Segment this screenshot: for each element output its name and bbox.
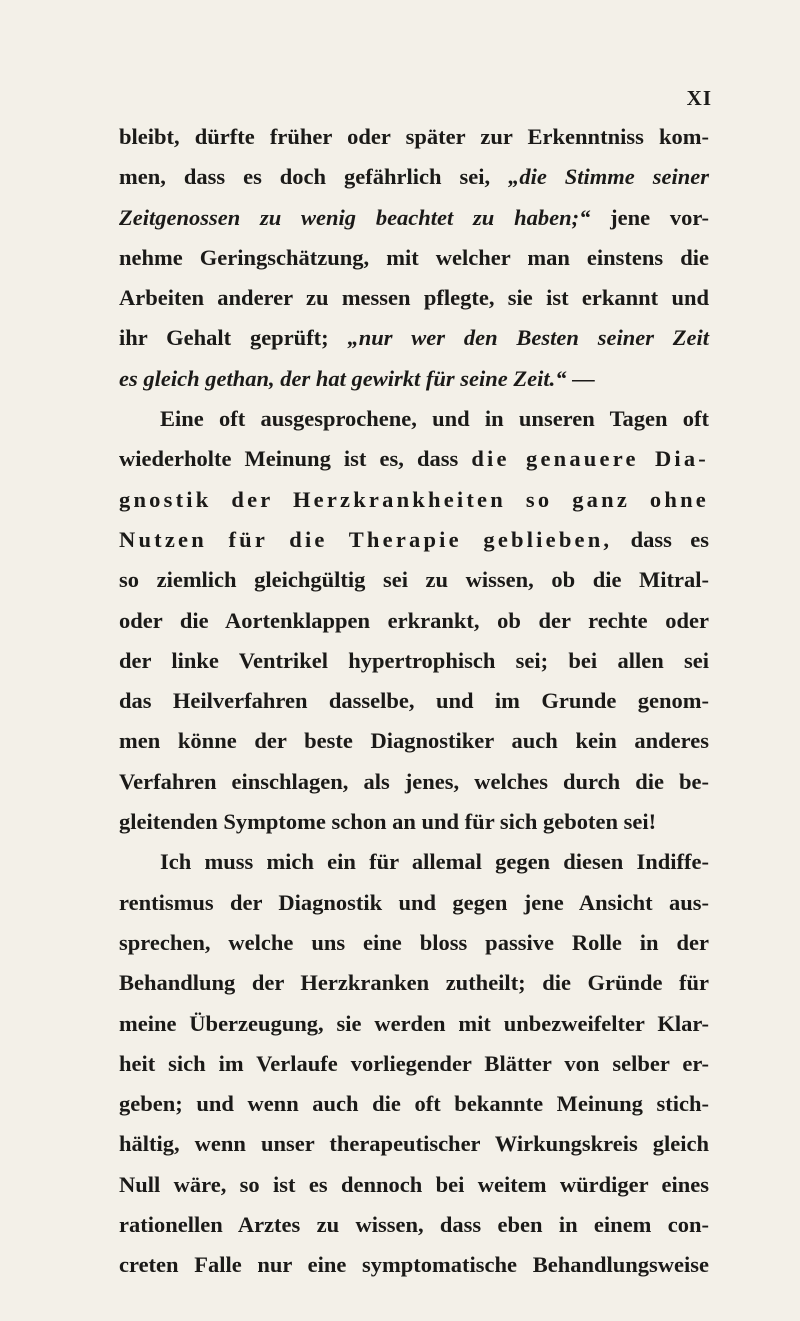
text-line — [119, 1044, 709, 1084]
text-line — [119, 1165, 709, 1205]
text-segment: wiederholte Meinung ist es, dass — [119, 446, 472, 472]
spaced-emphasis-text: gnostik der Herzkrankheiten so ganz ohne — [119, 486, 709, 512]
text-line — [119, 399, 709, 439]
text-line — [119, 883, 709, 923]
text-line — [119, 641, 709, 681]
text-segment: sprechen, welche uns eine bloss passive Rolle in der — [119, 929, 709, 955]
italic-text: Zeitgenossen zu wenig beachtet zu haben;“ — [119, 204, 591, 230]
text-line — [119, 802, 709, 842]
text-line — [119, 1205, 709, 1245]
text-line — [119, 842, 709, 882]
text-segment: rationellen Arztes zu wissen, dass eben in einem con- — [119, 1212, 709, 1238]
text-segment: oder die Aortenklappen erkrankt, ob der rechte oder — [119, 607, 709, 633]
text-segment: ihr Gehalt geprüft; — [119, 325, 348, 351]
text-segment: rentismus der Diagnostik und gegen jene Ansicht aus- — [119, 889, 709, 915]
text-line — [119, 278, 709, 318]
text-line — [119, 560, 709, 600]
spaced-emphasis-text: Nutzen für die Therapie geblieben, — [119, 526, 613, 552]
italic-text: „nur wer den Besten seiner Zeit — [347, 325, 709, 351]
text-segment: der linke Ventrikel hypertrophisch sei; bei allen sei — [119, 647, 709, 673]
body-text — [119, 117, 709, 1286]
text-segment: nehme Geringschätzung, mit welcher man einstens die — [119, 244, 709, 270]
text-segment: Eine oft ausgesprochene, und in unseren Tagen oft — [160, 406, 709, 432]
text-line — [119, 157, 709, 197]
text-line — [119, 963, 709, 1003]
text-segment: bleibt, dürfte früher oder später zur Erkenntniss kom- — [119, 124, 709, 149]
text-line — [119, 318, 709, 358]
text-segment: Verfahren einschlagen, als jenes, welches durch die be- — [119, 768, 709, 794]
text-line — [119, 721, 709, 761]
text-segment: Arbeiten anderer zu messen pflegte, sie ist erkannt und — [119, 285, 709, 311]
text-line — [119, 439, 709, 479]
text-segment: hältig, wenn unser therapeutischer Wirkungskreis gleich — [119, 1131, 709, 1157]
text-line — [119, 681, 709, 721]
text-line — [119, 117, 709, 157]
text-line — [119, 1245, 709, 1285]
text-segment: meine Überzeugung, sie werden mit unbezweifelter Klar- — [119, 1010, 709, 1036]
text-segment: gleitenden Symptome schon an und für sich geboten sei! — [119, 809, 657, 835]
text-segment: dass es — [612, 526, 709, 552]
text-line — [119, 1084, 709, 1124]
text-line — [119, 1004, 709, 1044]
text-segment: — — [566, 365, 595, 391]
text-line — [119, 923, 709, 963]
text-line — [119, 238, 709, 278]
text-segment: das Heilverfahren dasselbe, und im Grunde genom- — [119, 688, 709, 714]
text-line — [119, 198, 709, 238]
text-segment: jene vor- — [590, 204, 709, 230]
text-segment: creten Falle nur eine symptomatische Behandlungsweise — [119, 1252, 709, 1278]
text-line — [119, 601, 709, 641]
text-line — [119, 480, 709, 520]
page-number: XI — [686, 86, 712, 110]
text-segment: so ziemlich gleichgültig sei zu wissen, ob die Mitral- — [119, 567, 709, 593]
text-segment: heit sich im Verlaufe vorliegender Blätter von selber er- — [119, 1050, 709, 1076]
text-segment: men, dass es doch gefährlich sei, — [119, 164, 509, 190]
text-line — [119, 520, 709, 560]
spaced-emphasis-text: die genauere Dia- — [471, 446, 709, 472]
text-segment: men könne der beste Diagnostiker auch kein anderes — [119, 728, 709, 754]
italic-text: es gleich gethan, der hat gewirkt für seine Zeit.“ — [119, 365, 567, 391]
text-line — [119, 1124, 709, 1164]
text-line — [119, 762, 709, 802]
text-segment: Null wäre, so ist es dennoch bei weitem würdiger eines — [119, 1171, 709, 1197]
italic-text: „die Stimme seiner — [508, 164, 709, 190]
text-segment: Behandlung der Herzkranken zutheilt; die Gründe für — [119, 970, 709, 996]
text-line — [119, 359, 709, 399]
text-segment: geben; und wenn auch die oft bekannte Meinung stich- — [119, 1091, 709, 1117]
text-segment: Ich muss mich ein für allemal gegen diesen Indiffe- — [160, 849, 709, 875]
